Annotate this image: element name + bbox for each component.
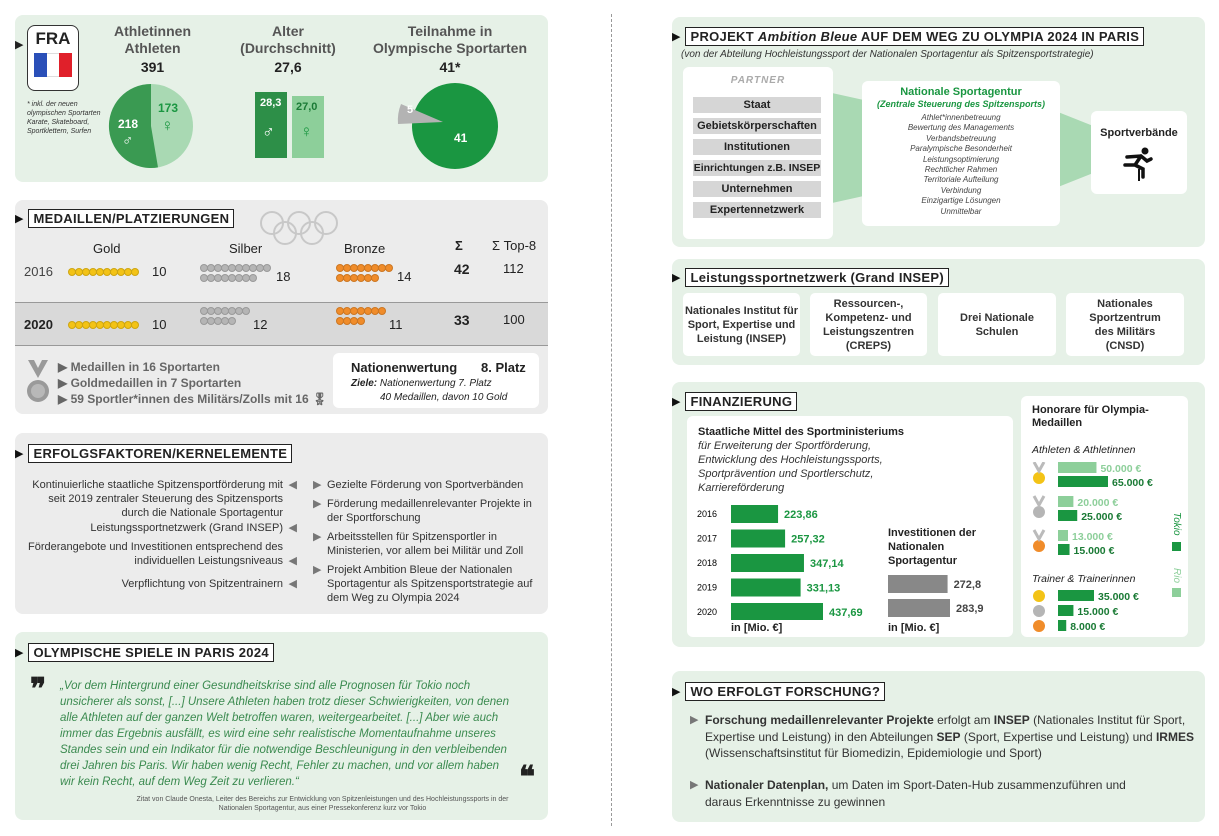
bronze-dots: [336, 307, 386, 325]
female-icon: ♀: [161, 116, 174, 135]
country-code: FRA: [35, 29, 71, 48]
bar: [731, 505, 778, 523]
year-label: 2017: [697, 533, 718, 544]
agency-item: Einzigartige Lösungen: [921, 196, 1001, 206]
bar: [731, 603, 823, 620]
col-bronze: Bronze: [344, 241, 386, 256]
sports-small: 5: [407, 104, 414, 116]
goal-label: Ziele:: [351, 378, 378, 389]
silver-count: 12: [253, 317, 268, 332]
top8-count: 100: [503, 312, 525, 327]
bar-value: 25.000 €: [1081, 511, 1123, 523]
success-item: Förderangebote und Investitionen entsprechend des individuellen Leistungsniveaus ◀: [27, 541, 297, 567]
page-divider: [611, 14, 612, 826]
ribbon-icon: [1034, 530, 1044, 539]
legend-rio: Rio: [1171, 568, 1182, 584]
project-title: PROJEKT Ambition Bleue AUF DEM WEG ZU OLYMPIA 2024 IN PARIS: [685, 27, 1144, 46]
legend-tokio: Tokio: [1171, 512, 1182, 536]
network-box: Nationales Sportzentrum des Militärs (CNSD): [1066, 293, 1184, 356]
fact-item: ▶ Medaillen in 16 Sportarten: [58, 360, 220, 374]
legend-tokio-swatch: [1172, 542, 1181, 551]
success-title: ERFOLGSFAKTOREN/KERNELEMENTE: [28, 444, 292, 463]
finance-title: FINANZIERUNG: [685, 392, 797, 411]
medal-dot: [263, 264, 271, 272]
bar: [731, 554, 804, 572]
success-right: [313, 478, 541, 605]
bar-value: 331,13: [806, 582, 841, 595]
bar-value: 347,14: [809, 558, 844, 570]
ministry-text: für Erweiterung der Sportförderung, Entwicklung des Hochleistungssports, Sportprävention und Sportlerschutz, Karriereförderung: [698, 440, 883, 494]
bullet-icon: ▶: [672, 272, 681, 284]
flag-icon: [34, 53, 72, 77]
bar: [888, 599, 950, 617]
year-label: 2016: [697, 509, 718, 519]
male-count: 218: [118, 117, 139, 131]
honor-title: Honorare für Olympia-Medaillen: [1032, 404, 1149, 429]
bar-tokio: [1058, 544, 1070, 555]
success-text: Projekt Ambition Bleue der Nationalen Sportagentur als Spitzensportstrategie auf dem Weg zu Olympia 2024: [327, 564, 533, 604]
fact-text: 59 Sportler*innen des Militärs/Zolls mit 16 🎖: [70, 392, 328, 406]
agency-item: Paralympische Besonderheit: [910, 144, 1012, 154]
age-total: 27,6: [274, 59, 302, 75]
medal-dot: [131, 268, 139, 276]
bar-value: 65.000 €: [1112, 477, 1153, 489]
success-item: ▶ Förderung medaillenrelevanter Projekte in der Sportforschung: [313, 498, 532, 524]
partner-item: Gebietskörperschaften: [693, 118, 821, 134]
paris-header: [15, 643, 274, 662]
agency-item: Bewertung des Managements: [907, 123, 1015, 133]
fact-item: ▶ 59 Sportler*innen des Militärs/Zolls mit 16 🎖: [58, 392, 328, 406]
agency-item: Athlet*innenbetreuung: [921, 113, 1001, 122]
research-header: [672, 682, 885, 701]
partner-label: PARTNER: [730, 75, 786, 86]
paris-title: OLYMPISCHE SPIELE IN PARIS 2024: [28, 643, 273, 662]
bar-value: 15.000 €: [1077, 606, 1119, 618]
finance-header: [672, 392, 797, 411]
ministry-title: Staatliche Mittel des Sportministeriums: [698, 426, 904, 438]
silver-dots: [200, 264, 274, 282]
agency-box: [862, 81, 1060, 226]
research-item: Nationaler Datenplan, um Daten im Sport-Daten-Hub zusammenzuführen und daraus Erkenntnisse zu gewinnen: [705, 778, 1126, 809]
bullet-icon: ▶: [15, 39, 24, 51]
bar: [731, 579, 801, 597]
medal-dot: [378, 307, 386, 315]
age-male: 28,3: [260, 97, 282, 109]
success-text: Gezielte Förderung von Sportverbänden: [327, 479, 524, 491]
invest-chart: [886, 570, 1006, 620]
bullet-icon: ▶: [672, 686, 681, 698]
fact-text: Medaillen in 16 Sportarten: [70, 360, 220, 374]
quote-close-icon: ❝: [519, 761, 536, 794]
ribbon-icon: [1034, 496, 1044, 505]
partner-item: Staat: [693, 97, 821, 113]
goal-text-2: 40 Medaillen, davon 10 Gold: [380, 392, 508, 403]
age-label: Alter (Durchschnitt): [240, 23, 336, 56]
agency-subtitle: (Zentrale Steuerung des Spitzensports): [876, 99, 1046, 109]
project-subtitle: (von der Abteilung Hochleistungssport der Nationalen Sportagentur als Spitzensportstrategie): [681, 49, 1094, 60]
year-label: 2018: [697, 558, 718, 568]
row-year: 2020: [24, 317, 53, 332]
project-header: [672, 27, 1144, 46]
agency-item: Verbindung: [940, 185, 982, 195]
bar-value: 13.000 €: [1072, 531, 1113, 543]
bar: [888, 575, 948, 593]
quote-text: „Vor dem Hintergrund einer Gesundheitskrise sind alle Prognosen für Tokio noch unsicherer als sonst, [...] Unsere Athleten haben trotz dieser Schwierigkeiten, von denen alle Athleten auf der ganzen Welt betroffen waren, weitergearbeitet. [...] Aber wie auch immer das Ergebnis ausfällt, es wird eine sehr realistische Momentaufnahme unseres Standes sein und ein Indikator für die notwendige Beschleunigung in den verbleibenden drei Jahren bis Paris. Wir haben wenig Recht, Fehler zu machen, und vor allem haben wir kein Recht, auf dem Weg Zeit zu verlieren.“: [60, 680, 509, 788]
gold-dots: [68, 268, 158, 276]
medal-dot: [131, 321, 139, 329]
male-icon-2: ♂: [262, 122, 275, 141]
fact-text: Goldmedaillen in 7 Sportarten: [70, 376, 242, 390]
ministry-chart: [693, 500, 893, 620]
invest-unit: in [Mio. €]: [888, 622, 940, 634]
bar-rio: [1058, 462, 1096, 473]
partner-box: [683, 67, 833, 239]
sports-big: 41: [454, 131, 468, 145]
success-text: Förderung medaillenrelevanter Projekte in der Sportforschung: [327, 498, 532, 524]
bar-value: 272,8: [953, 579, 982, 591]
ministry-unit: in [Mio. €]: [731, 622, 783, 634]
col-gold: Gold: [93, 241, 121, 256]
network-box: Drei Nationale Schulen: [938, 293, 1056, 356]
bullet-icon: ▶: [15, 647, 24, 659]
bullet-icon: ▶: [672, 396, 681, 408]
athletes-honor-label: Athleten & Athletinnen: [1032, 444, 1136, 456]
trainers-honor-label: Trainer & Trainerinnen: [1032, 573, 1136, 585]
gold-count: 10: [152, 264, 167, 279]
bullet-icon: ▶: [690, 779, 699, 791]
medal-dot: [371, 274, 379, 282]
agency-item: Territoriale Aufteilung: [923, 175, 999, 185]
network-box: Ressourcen-, Kompetenz- und Leistungszentren (CREPS): [810, 293, 927, 356]
female-icon-2: ♀: [300, 122, 313, 141]
bar-value: 8.000 €: [1070, 621, 1106, 633]
year-label: 2019: [697, 582, 718, 593]
hurdler-icon: [1123, 147, 1153, 181]
bronze-count: 14: [397, 269, 412, 284]
quote-open-icon: ❞: [30, 673, 47, 706]
success-item: ▶ Projekt Ambition Bleue der Nationalen Sportagentur als Spitzensportstrategie auf dem Weg zu Olympia 2024: [313, 564, 533, 604]
col-silver: Silber: [229, 241, 263, 256]
network-box: Nationales Institut für Sport, Expertise und Leistung (INSEP): [683, 293, 800, 356]
partner-item: Institutionen: [693, 139, 821, 155]
ribbon-icon: [1034, 462, 1044, 471]
agency-item: Verbandsbetreuung: [926, 133, 996, 143]
bar-tokio: [1058, 476, 1108, 487]
sports-total: 41*: [439, 59, 461, 75]
success-text: Leistungssportnetzwerk (Grand INSEP): [90, 522, 283, 534]
medal-icon: [25, 360, 51, 404]
bronze-dots: [336, 264, 394, 282]
bar-value: 20.000 €: [1077, 497, 1119, 509]
medal-dot: [249, 274, 257, 282]
success-item: Verpflichtung von Spitzentrainern ◀: [121, 578, 297, 590]
partner-item: Expertennetzwerk: [693, 202, 821, 218]
sports-note: * inkl. der neuen olympischen Sportarten Karate, Skateboard, Sportklettern, Surfen: [27, 101, 101, 135]
country-card: [27, 25, 79, 91]
medal-dot: [385, 264, 393, 272]
nation-box: [333, 353, 539, 408]
medal-icon: [1033, 605, 1045, 617]
sum-count: 42: [454, 261, 470, 277]
medal-dot: [242, 307, 250, 315]
quote-source: Zitat von Claude Onesta, Leiter des Bereichs zur Entwicklung von Spitzenleistungen und des Hochleistungssports in der Nationalen Sportagentur, aus einer Pressekonferenz kurz vor Tokio: [136, 796, 509, 812]
male-icon: ♂: [122, 132, 134, 149]
invest-title: Investitionen der Nationalen Sportagentur: [888, 527, 977, 567]
bullet-icon: ▶: [15, 448, 24, 460]
gold-count: 10: [152, 317, 167, 332]
success-text: Verpflichtung von Spitzentrainern: [121, 578, 283, 590]
research-title: WO ERFOLGT FORSCHUNG?: [685, 682, 885, 701]
research-item: Forschung medaillenrelevanter Projekte erfolgt am INSEP (Nationales Institut für Sport, Expertise und Leistung) in den Abteilungen SEP (Sport, Expertise und Leistung) und IRMES (Wissenschaftsinstitut für Biomedizin, Epidemiologie und Sport): [705, 713, 1194, 760]
federation-label: Sportverbände: [1100, 127, 1178, 139]
agency-item: Rechtlicher Rahmen: [924, 165, 998, 175]
success-text: Kontinuierliche staatliche Spitzensportförderung mit seit 2019 zentraler Steuerung des Spitzensports durch die Nationale Sportagentur: [32, 479, 283, 519]
federation-box: [1091, 111, 1187, 194]
bar-tokio: [1058, 510, 1077, 521]
goal-text: Nationenwertung 7. Platz: [379, 378, 492, 389]
gold-dots: [68, 321, 158, 329]
success-text: Förderangebote und Investitionen entsprechend des individuellen Leistungsniveaus: [27, 541, 283, 567]
agency-item: Leistungsoptimierung: [922, 154, 1000, 164]
bar-rio: [1058, 496, 1073, 507]
connector-arrow: [832, 93, 862, 203]
year-label: 2020: [697, 607, 718, 617]
bronze-count: 11: [389, 317, 403, 332]
agency-title: Nationale Sportagentur: [900, 86, 1022, 98]
olympic-rings-icon: [258, 210, 340, 246]
col-sum: Σ: [455, 238, 463, 253]
success-item: Kontinuierliche staatliche Spitzensportförderung mit seit 2019 zentraler Steuerung des Spitzensports durch die Nationale Sportagentur ◀: [32, 479, 297, 519]
success-text: Arbeitsstellen für Spitzensportler in Ministerien, vor allem bei Militär und Zoll: [327, 531, 524, 557]
athletes-label: Athletinnen Athleten: [114, 23, 191, 56]
success-item: ▶ Arbeitsstellen für Spitzensportler in Ministerien, vor allem bei Militär und Zoll: [313, 531, 524, 557]
success-item: ▶ Gezielte Förderung von Sportverbänden: [313, 479, 524, 491]
bar-value: 257,32: [791, 533, 825, 546]
nation-place: 8. Platz: [481, 360, 526, 375]
goal-line: [351, 378, 492, 389]
medals-title: MEDAILLEN/PLATZIERUNGEN: [28, 209, 234, 228]
bar-value: 283,9: [956, 603, 984, 615]
top8-count: 112: [503, 261, 524, 276]
bar-tokio: [1058, 590, 1094, 601]
partner-item: Einrichtungen z.B. INSEP: [693, 162, 821, 174]
col-top8: Σ Top-8: [492, 238, 537, 253]
bar-value: 35.000 €: [1098, 591, 1139, 603]
medal-dot: [228, 317, 236, 325]
bar-tokio: [1058, 605, 1073, 616]
row-year: 2016: [24, 264, 53, 279]
silver-count: 18: [276, 269, 291, 284]
sports-pie: [393, 80, 503, 170]
network-title: Leistungssportnetzwerk (Grand INSEP): [685, 268, 949, 287]
medal-icon: [1033, 590, 1045, 602]
nation-label: Nationenwertung: [351, 360, 458, 375]
agency-item: Unmittelbar: [940, 206, 982, 216]
agency-items: [862, 113, 1060, 217]
partner-item: Unternehmen: [693, 181, 821, 197]
medal-dot: [357, 317, 365, 325]
medals-header: [15, 209, 234, 228]
success-header: [15, 444, 292, 463]
bar-value: 15.000 €: [1073, 545, 1115, 557]
athletes-total: 391: [140, 59, 165, 75]
bar-tokio: [1058, 620, 1066, 631]
age-female: 27,0: [296, 101, 318, 113]
honor-chart: [1030, 462, 1165, 634]
bullet-icon: ▶: [690, 714, 699, 726]
network-header: [672, 268, 949, 287]
silver-dots: [200, 307, 250, 325]
female-count: 173: [158, 101, 179, 115]
bullet-icon: ▶: [672, 31, 681, 43]
success-left: [22, 478, 297, 593]
bar: [731, 530, 785, 548]
sum-count: 33: [454, 312, 470, 328]
success-item: Leistungssportnetzwerk (Grand INSEP) ◀: [90, 522, 297, 534]
legend-rio-swatch: [1172, 588, 1181, 597]
bar-rio: [1058, 530, 1068, 541]
bar-value: 437,69: [829, 607, 863, 619]
fact-item: ▶ Goldmedaillen in 7 Sportarten: [58, 376, 242, 390]
sports-label: Teilnahme in Olympische Sportarten: [372, 23, 528, 56]
medal-icon: [1033, 620, 1045, 632]
bar-value: 50.000 €: [1100, 463, 1142, 475]
bar-value: 223,86: [784, 509, 818, 521]
bullet-icon: ▶: [15, 213, 24, 225]
medal-facts: [58, 358, 327, 406]
